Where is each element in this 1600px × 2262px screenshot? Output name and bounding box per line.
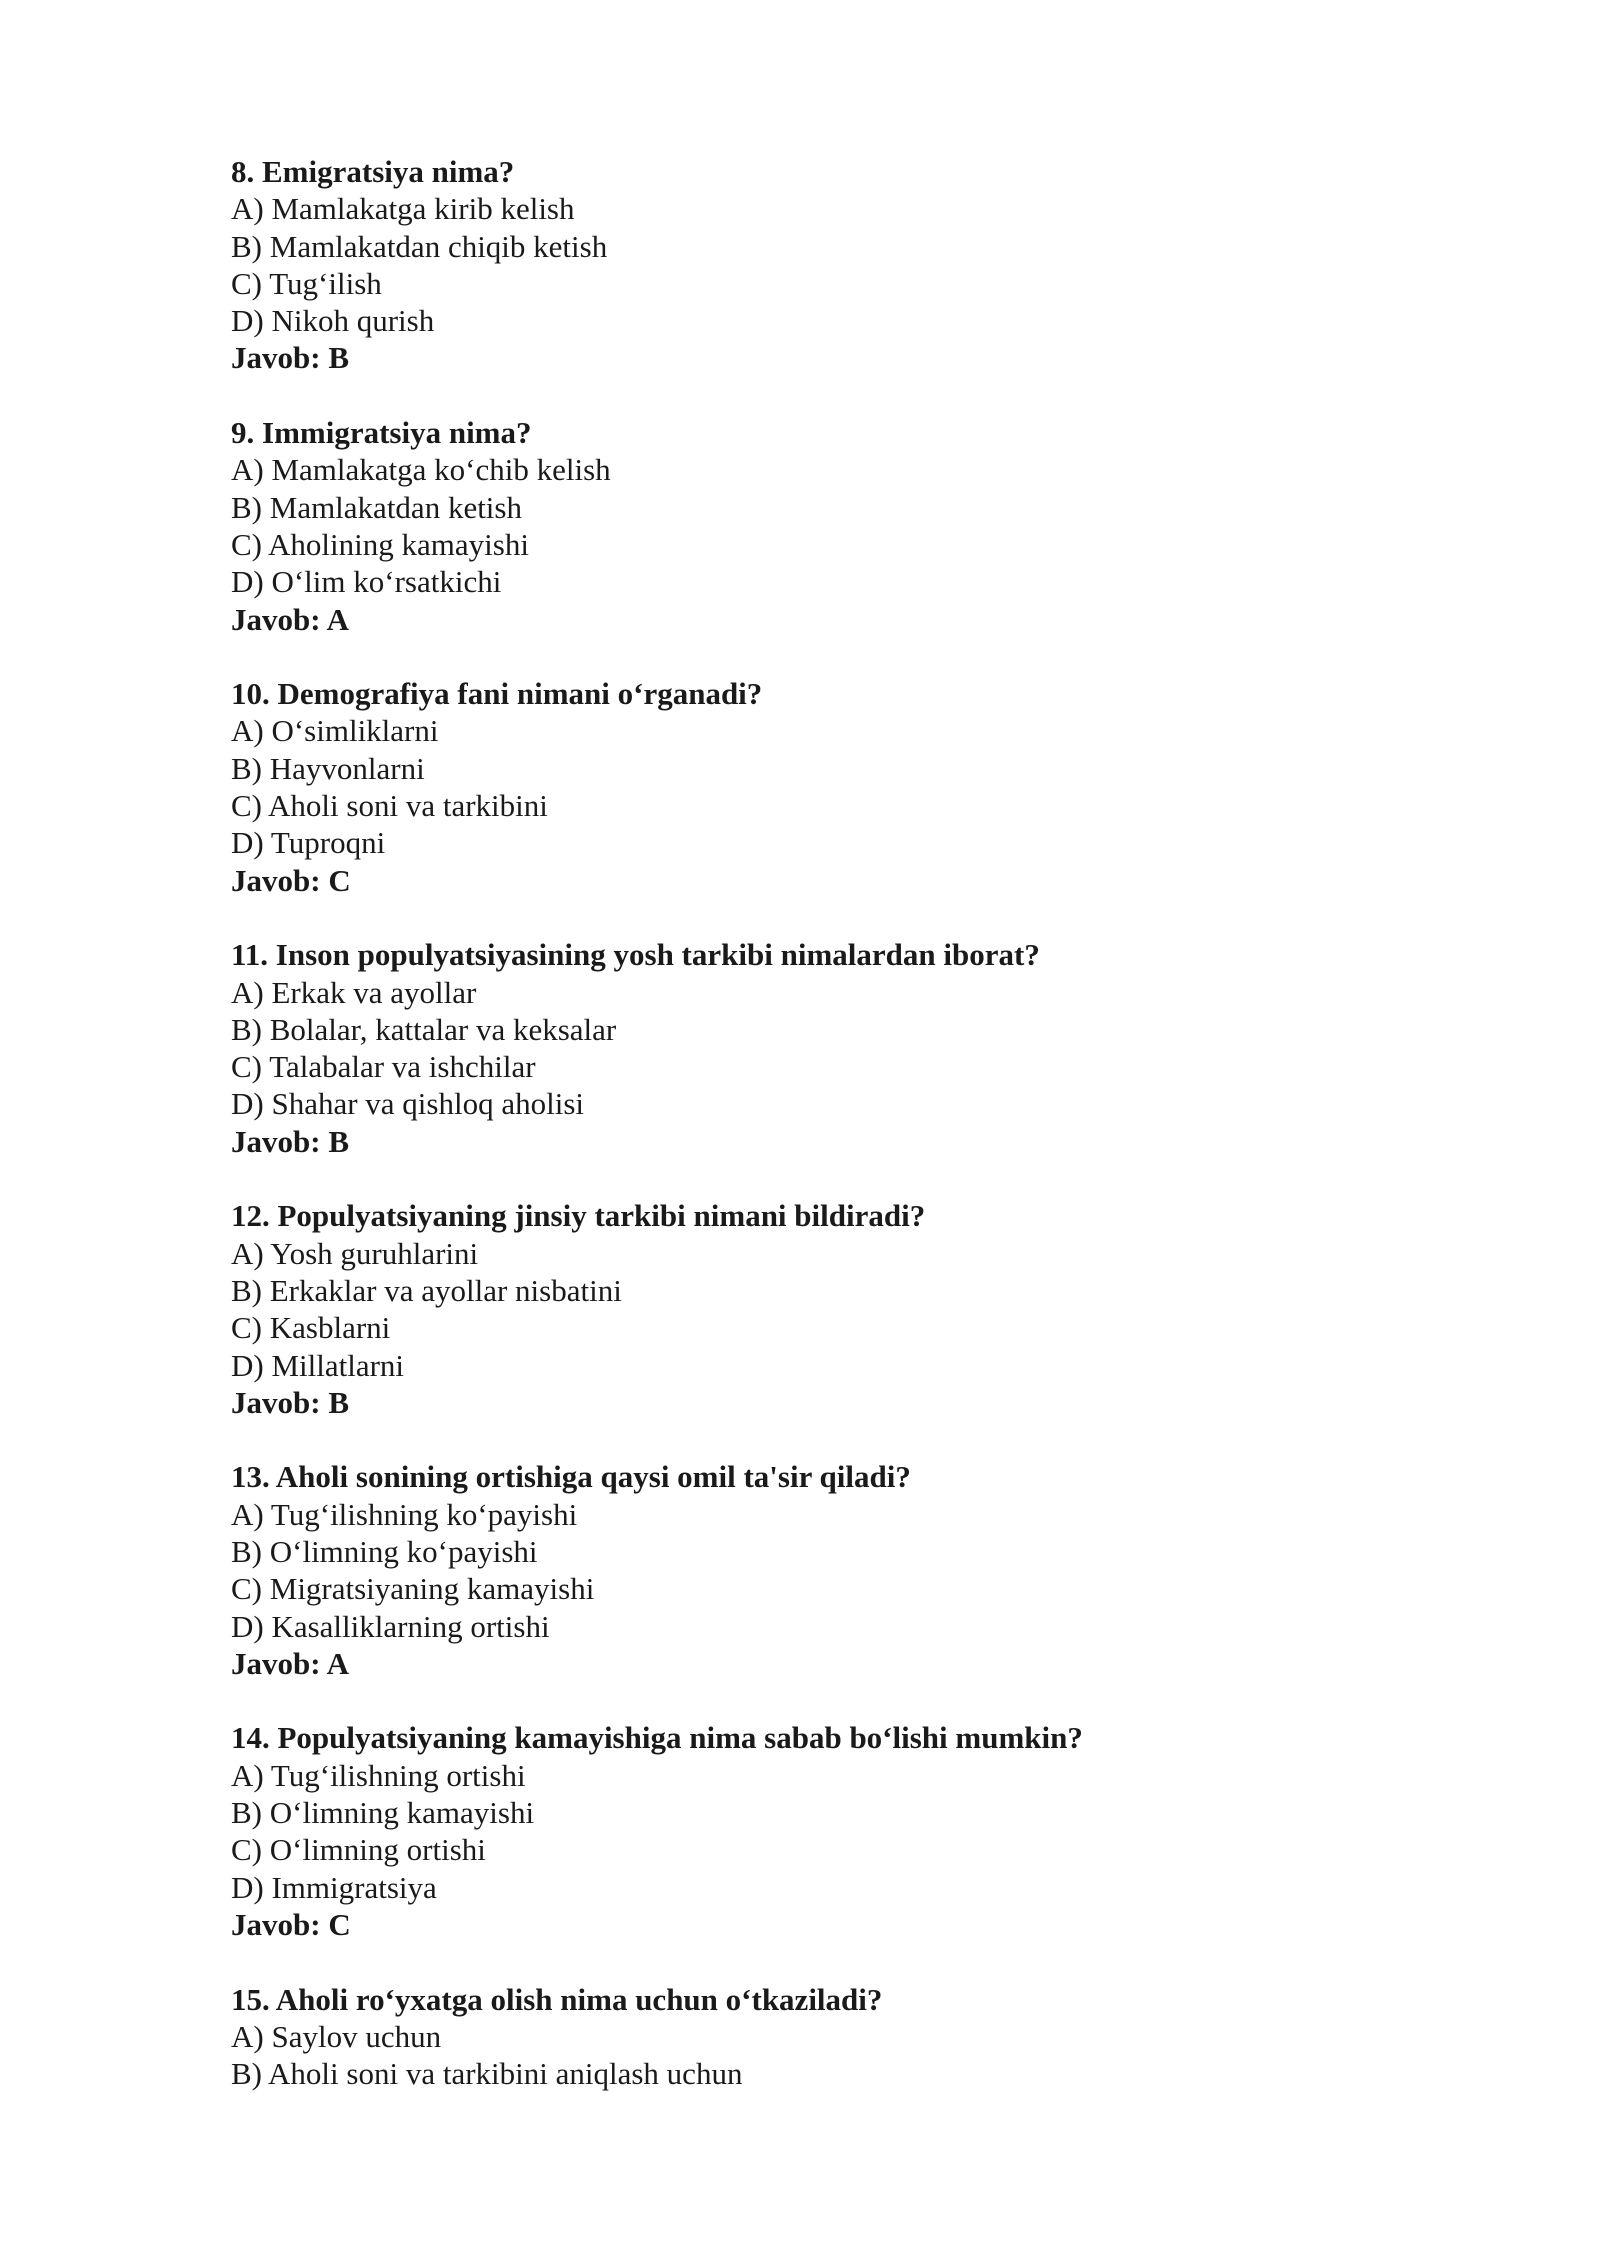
answer-option: B) O‘limning kamayishi [231, 1795, 535, 1831]
question-block [231, 414, 1431, 638]
answer-option: A) Saylov uchun [231, 2018, 442, 2054]
answer-option: C) Migratsiyaning kamayishi [231, 1571, 595, 1607]
question-title: 10. Demografiya fani nimani o‘rganadi? [231, 676, 763, 712]
question-block [231, 936, 1431, 1160]
answer-option: A) Mamlakatga ko‘chib kelish [231, 452, 611, 488]
correct-answer: Javob: C [231, 1906, 351, 1942]
answer-option: D) Millatlarni [231, 1347, 405, 1383]
answer-option: B) Mamlakatdan chiqib ketish [231, 228, 608, 264]
question-title: 8. Emigratsiya nima? [231, 154, 515, 189]
correct-answer: Javob: C [231, 862, 351, 898]
answer-option: A) O‘simliklarni [231, 713, 439, 749]
question-block [231, 1458, 1431, 1682]
answer-option: D) O‘lim ko‘rsatkichi [231, 564, 502, 600]
answer-option: C) Aholi soni va tarkibini [231, 788, 548, 824]
answer-option: B) Mamlakatdan ketish [231, 489, 522, 525]
question-title: 15. Aholi ro‘yxatga olish nima uchun o‘tkaziladi? [231, 1981, 883, 2017]
question-block [231, 153, 1431, 377]
answer-option: D) Nikoh qurish [231, 303, 435, 339]
answer-option: C) Talabalar va ishchilar [231, 1049, 536, 1085]
answer-option: D) Tuproqni [231, 825, 386, 861]
answer-option: B) Aholi soni va tarkibini aniqlash uchun [231, 2056, 743, 2092]
question-block [231, 1981, 1431, 2093]
answer-option: A) Tug‘ilishning ko‘payishi [231, 1496, 578, 1532]
answer-option: B) O‘limning ko‘payishi [231, 1533, 538, 1569]
answer-option: C) O‘limning ortishi [231, 1832, 486, 1868]
correct-answer: Javob: A [231, 601, 349, 637]
answer-option: A) Mamlakatga kirib kelish [231, 191, 575, 227]
answer-option: A) Yosh guruhlarini [231, 1235, 479, 1271]
question-block [231, 675, 1431, 899]
correct-answer: Javob: B [231, 1123, 349, 1159]
question-block [231, 1719, 1431, 1943]
answer-option: B) Bolalar, kattalar va keksalar [231, 1011, 617, 1047]
correct-answer: Javob: A [231, 1645, 349, 1681]
answer-option: D) Kasalliklarning ortishi [231, 1608, 550, 1644]
question-title: 11. Inson populyatsiyasining yosh tarkibi nimalardan iborat? [231, 937, 1040, 973]
quiz-content [231, 153, 1431, 2130]
answer-option: B) Erkaklar va ayollar nisbatini [231, 1272, 622, 1308]
answer-option: B) Hayvonlarni [231, 750, 425, 786]
answer-option: A) Tug‘ilishning ortishi [231, 1757, 526, 1793]
answer-option: C) Tug‘ilish [231, 265, 382, 301]
answer-option: C) Aholining kamayishi [231, 526, 529, 562]
question-title: 13. Aholi sonining ortishiga qaysi omil ta'sir qiladi? [231, 1459, 911, 1495]
question-title: 12. Populyatsiyaning jinsiy tarkibi nimani bildiradi? [231, 1198, 926, 1234]
question-block [231, 1197, 1431, 1421]
answer-option: D) Shahar va qishloq aholisi [231, 1086, 585, 1122]
correct-answer: Javob: B [231, 340, 349, 376]
question-title: 14. Populyatsiyaning kamayishiga nima sabab bo‘lishi mumkin? [231, 1720, 1083, 1756]
answer-option: D) Immigratsiya [231, 1869, 437, 1905]
question-title: 9. Immigratsiya nima? [231, 415, 532, 451]
answer-option: C) Kasblarni [231, 1310, 391, 1346]
answer-option: A) Erkak va ayollar [231, 974, 477, 1010]
correct-answer: Javob: B [231, 1384, 349, 1420]
